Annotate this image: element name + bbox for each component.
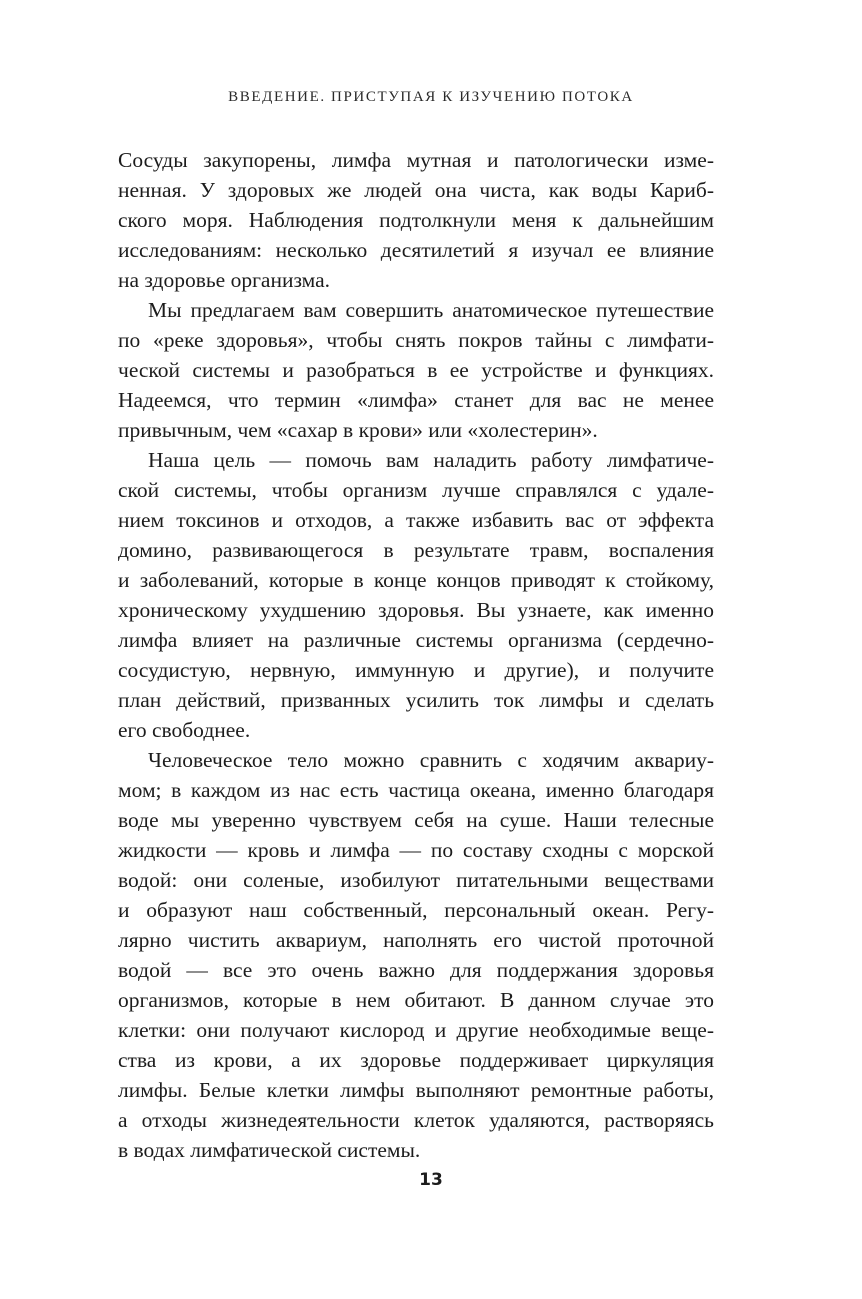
text-line: сосудистую, нервную, иммунную и другие), и получите bbox=[118, 658, 714, 682]
text-line: жидкости — кровь и лимфа — по составу сходны с морской bbox=[118, 838, 714, 862]
text-line: Человеческое тело можно сравнить с ходячим аквариу- bbox=[148, 748, 714, 772]
text-line: нием токсинов и отходов, а также избавить вас от эффекта bbox=[118, 508, 714, 532]
text-line: а отходы жизнедеятельности клеток удаляются, растворяясь bbox=[118, 1108, 714, 1132]
text-line: его свободнее. bbox=[118, 718, 251, 742]
page-number: 13 bbox=[419, 1170, 443, 1190]
text-line: лимфа влияет на различные системы организма (сердечно- bbox=[118, 628, 714, 652]
text-line: лярно чистить аквариум, наполнять его чистой проточной bbox=[118, 928, 714, 952]
text-line: воде мы уверенно чувствуем себя на суше. Наши телесные bbox=[118, 808, 714, 832]
text-line: водой — все это очень важно для поддержания здоровья bbox=[118, 958, 714, 982]
text-line: и образуют наш собственный, персональный океан. Регу- bbox=[118, 898, 714, 922]
text-line: Сосуды закупорены, лимфа мутная и патологически изме- bbox=[118, 148, 714, 172]
text-line: ской системы, чтобы организм лучше справлялся с удале- bbox=[118, 478, 714, 502]
text-line: хроническому ухудшению здоровья. Вы узнаете, как именно bbox=[118, 598, 714, 622]
text-line: на здоровье организма. bbox=[118, 268, 331, 292]
paragraph bbox=[118, 745, 714, 1165]
text-line: лимфы. Белые клетки лимфы выполняют ремонтные работы, bbox=[118, 1078, 714, 1102]
text-line: план действий, призванных усилить ток лимфы и сделать bbox=[118, 688, 714, 712]
text-line: ства из крови, а их здоровье поддерживает циркуляция bbox=[118, 1048, 714, 1072]
text-line: Наша цель — помочь вам наладить работу лимфатиче- bbox=[148, 448, 714, 472]
text-line: ческой системы и разобраться в ее устройстве и функциях. bbox=[118, 358, 714, 382]
paragraph bbox=[118, 145, 714, 295]
text-line: привычным, чем «сахар в крови» или «холестерин». bbox=[118, 418, 598, 442]
text-line: исследованиям: несколько десятилетий я изучал ее влияние bbox=[118, 238, 714, 262]
text-line: клетки: они получают кислород и другие необходимые веще- bbox=[118, 1018, 714, 1042]
paragraph bbox=[118, 295, 714, 445]
text-line: по «реке здоровья», чтобы снять покров тайны с лимфати- bbox=[118, 328, 714, 352]
text-line: водой: они соленые, изобилуют питательными веществами bbox=[118, 868, 714, 892]
text-line: мом; в каждом из нас есть частица океана, именно благодаря bbox=[118, 778, 714, 802]
text-line: и заболеваний, которые в конце концов приводят к стойкому, bbox=[118, 568, 714, 592]
text-line: ненная. У здоровых же людей она чиста, как воды Кариб- bbox=[118, 178, 714, 202]
text-line: Мы предлагаем вам совершить анатомическое путешествие bbox=[148, 298, 714, 322]
body-text bbox=[118, 145, 714, 1165]
running-head: ВВЕДЕНИЕ. ПРИСТУПАЯ К ИЗУЧЕНИЮ ПОТОКА bbox=[228, 89, 634, 105]
text-line: Надеемся, что термин «лимфа» станет для вас не менее bbox=[118, 388, 714, 412]
text-line: организмов, которые в нем обитают. В данном случае это bbox=[118, 988, 714, 1012]
paragraph bbox=[118, 445, 714, 745]
text-line: ского моря. Наблюдения подтолкнули меня к дальнейшим bbox=[118, 208, 714, 232]
text-line: домино, развивающегося в результате травм, воспаления bbox=[118, 538, 714, 562]
text-line: в водах лимфатической системы. bbox=[118, 1138, 421, 1162]
